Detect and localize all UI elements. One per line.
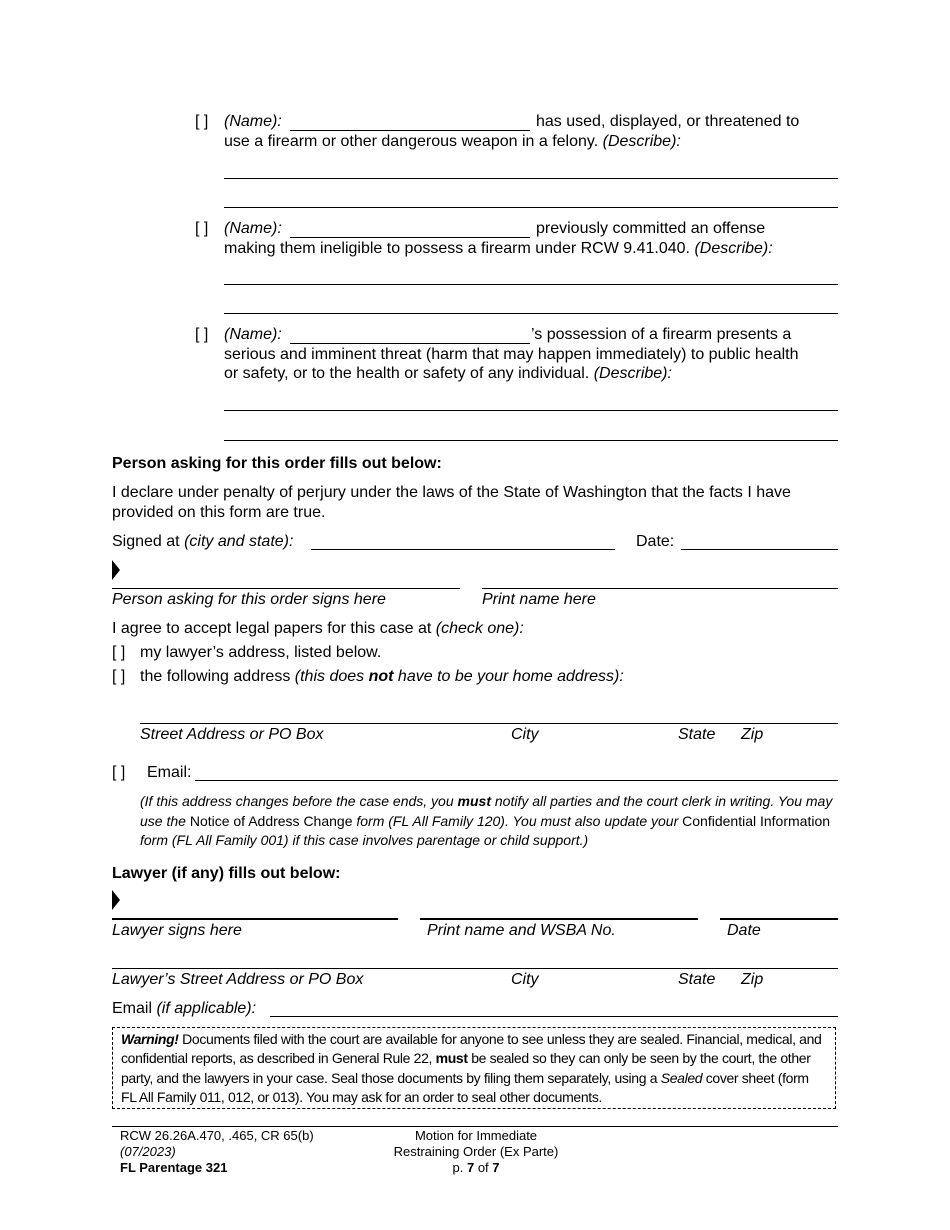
checkbox-lawyer-address[interactable]: [ ] bbox=[112, 644, 126, 661]
describe-line[interactable] bbox=[224, 313, 838, 314]
checkbox-email[interactable]: [ ] bbox=[112, 764, 126, 781]
lawyer-zip-caption: Zip bbox=[741, 971, 764, 988]
item1-text-1: has used, displayed, or threatened to bbox=[536, 113, 800, 130]
describe-line[interactable] bbox=[224, 410, 838, 411]
lawyer-date-caption: Date bbox=[727, 922, 761, 939]
email-field-line[interactable] bbox=[195, 780, 838, 781]
item1-text-2: use a firearm or other dangerous weapon in a felony. (Describe): bbox=[224, 133, 681, 150]
describe-line[interactable] bbox=[224, 440, 838, 441]
state-caption: State bbox=[678, 726, 716, 743]
signed-at-label: Signed at (city and state): bbox=[112, 533, 294, 550]
lawyer-city-caption: City bbox=[511, 971, 539, 988]
sealed-documents-warning: Warning! Documents filed with the court are available for anyone to see unless they are sealed. Financial, medical, and confidential reports, as described in General Rule 22, must be sealed so they can only be seen by the court, the other party, and the lawyers in your case. Seal those documents by filing them separately, using a Sealed cover sheet (form FL All Family 011, 012, or 013). You may ask for an order to seal other documents. bbox=[112, 1027, 836, 1109]
date-label: Date: bbox=[636, 533, 675, 550]
lawyer-print-name-caption: Print name and WSBA No. bbox=[427, 922, 616, 939]
item3-text-3: or safety, or to the health or safety of any individual. (Describe): bbox=[224, 365, 672, 382]
footer-title: Motion for Immediate Restraining Order (Ex Parte) p. 7 of 7 bbox=[393, 1128, 559, 1175]
lawyer-date-line[interactable] bbox=[720, 918, 838, 920]
lawyer-street-caption: Lawyer’s Street Address or PO Box bbox=[112, 971, 364, 988]
describe-line[interactable] bbox=[224, 207, 838, 208]
lawyer-email-field-line[interactable] bbox=[270, 1016, 838, 1017]
footer-form-id: FL Parentage 321 bbox=[120, 1160, 228, 1175]
checkbox-firearm-ineligible[interactable]: [ ] bbox=[195, 220, 209, 237]
lawyer-signature-caption: Lawyer signs here bbox=[112, 922, 242, 939]
address-field-line[interactable] bbox=[140, 723, 838, 724]
name-label: (Name): bbox=[224, 326, 282, 343]
declaration-line-1: I declare under penalty of perjury under the laws of the State of Washington that the facts I have bbox=[112, 484, 791, 501]
name-field-line[interactable] bbox=[290, 343, 530, 344]
name-field-line[interactable] bbox=[290, 237, 530, 238]
print-name-line[interactable] bbox=[482, 588, 838, 589]
signature-caption: Person asking for this order signs here bbox=[112, 591, 386, 608]
declaration-line-2: provided on this form are true. bbox=[112, 504, 326, 521]
city-state-field-line[interactable] bbox=[311, 549, 615, 550]
name-label: (Name): bbox=[224, 113, 282, 130]
option-lawyer-address: my lawyer’s address, listed below. bbox=[140, 644, 382, 661]
item2-text-2: making them ineligible to possess a firearm under RCW 9.41.040. (Describe): bbox=[224, 240, 773, 257]
checkbox-firearm-felony[interactable]: [ ] bbox=[195, 113, 209, 130]
footer-version: (07/2023) bbox=[120, 1144, 176, 1159]
describe-line[interactable] bbox=[224, 178, 838, 179]
item3-text-2: serious and imminent threat (harm that may happen immediately) to public health bbox=[224, 346, 799, 363]
signature-line[interactable] bbox=[112, 588, 460, 589]
footer-rule bbox=[112, 1126, 838, 1127]
footer-rcw: RCW 26.26A.470, .465, CR 65(b) bbox=[120, 1128, 314, 1143]
checkbox-following-address[interactable]: [ ] bbox=[112, 668, 126, 685]
agree-text: I agree to accept legal papers for this case at (check one): bbox=[112, 620, 524, 637]
option-following-address: the following address (this does not have to be your home address): bbox=[140, 668, 624, 685]
street-caption: Street Address or PO Box bbox=[140, 726, 324, 743]
lawyer-email-label: Email (if applicable): bbox=[112, 1000, 257, 1017]
lawyer-address-field-line[interactable] bbox=[112, 968, 838, 969]
sign-arrow-icon bbox=[112, 560, 120, 580]
print-name-caption: Print name here bbox=[482, 591, 596, 608]
email-label: Email: bbox=[147, 764, 192, 781]
item3-text-1: ’s possession of a firearm presents a bbox=[531, 326, 792, 343]
describe-line[interactable] bbox=[224, 284, 838, 285]
petitioner-heading: Person asking for this order fills out below: bbox=[112, 455, 442, 472]
lawyer-signature-line[interactable] bbox=[112, 918, 398, 920]
lawyer-state-caption: State bbox=[678, 971, 716, 988]
sign-arrow-icon bbox=[112, 890, 120, 910]
lawyer-heading: Lawyer (if any) fills out below: bbox=[112, 865, 341, 882]
zip-caption: Zip bbox=[741, 726, 764, 743]
checkbox-firearm-threat[interactable]: [ ] bbox=[195, 326, 209, 343]
item2-text-1: previously committed an offense bbox=[536, 220, 766, 237]
lawyer-print-name-line[interactable] bbox=[420, 918, 698, 920]
date-field-line[interactable] bbox=[681, 549, 838, 550]
name-label: (Name): bbox=[224, 220, 282, 237]
city-caption: City bbox=[511, 726, 539, 743]
name-field-line[interactable] bbox=[290, 130, 530, 131]
address-change-notice: (If this address changes before the case ends, you must notify all parties and the court clerk in writing. You may use the Notice of Address Change form (FL All Family 120). You must also update your Confidential Information form (FL All Family 001) if this case involves parentage or child support.) bbox=[140, 793, 833, 848]
